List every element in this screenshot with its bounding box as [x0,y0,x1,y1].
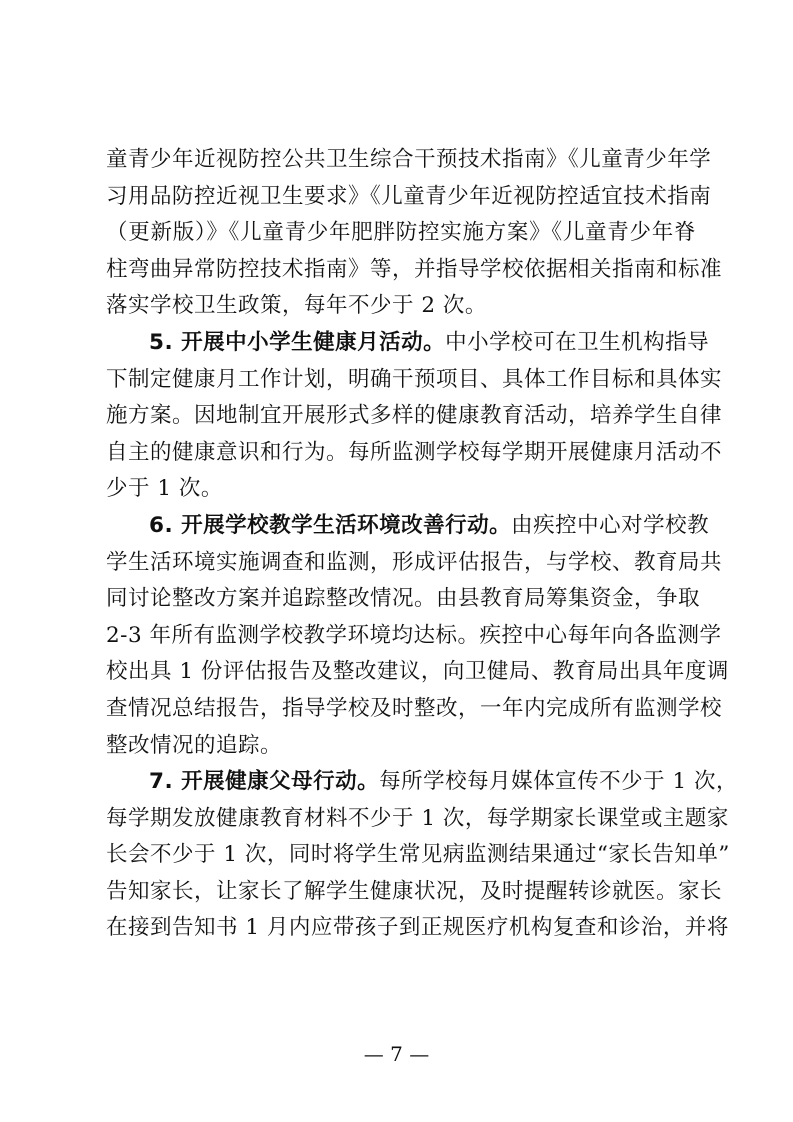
paragraph-line: 告知家长，让家长了解学生健康状况，及时提醒转诊就医。家长 [106,878,723,904]
paragraph-line: 2-3 年所有监测学校教学环境均达标。疾控中心每年向各监测学 [106,622,722,648]
paragraph-line: 学生活环境实施调查和监测，形成评估报告，与学校、教育局共 [106,549,723,575]
paragraph-line: 柱弯曲异常防控技术指南》等，并指导学校依据相关指南和标准 [106,256,723,282]
paragraph-line: 整改情况的追踪。 [106,732,283,758]
paragraph-line: （更新版）》《儿童青少年肥胖防控实施方案》《儿童青少年脊 [106,220,696,246]
item-6-heading: 6. 开展学校教学生活环境改善行动。 [149,512,512,538]
paragraph-line: 习用品防控近视卫生要求》《儿童青少年近视防控适宜技术指南 [106,183,712,209]
paragraph-line: 同讨论整改方案并追踪整改情况。由县教育局筹集资金，争取 [106,586,701,612]
item-7-heading: 7. 开展健康父母行动。 [149,769,380,795]
item-5-heading: 5. 开展中小学生健康月活动。 [149,329,446,355]
item-5-first-line [106,325,710,362]
paragraph-line: 落实学校卫生政策，每年不少于 2 次。 [106,293,487,319]
item-5-text: 中小学校可在卫生机构指导 [445,329,710,355]
item-6-first-line [106,508,710,545]
page-number: — 7 — [363,1042,430,1066]
paragraph-line: 在接到告知书 1 月内应带孩子到正规医疗机构复查和诊治，并将 [106,915,729,941]
paragraph-line: 查情况总结报告，指导学校及时整改，一年内完成所有监测学校 [106,695,723,721]
paragraph-line: 每学期发放健康教育材料不少于 1 次，每学期家长课堂或主题家 [106,805,729,831]
paragraph-line: 童青少年近视防控公共卫生综合干预技术指南》《儿童青少年学 [106,147,712,172]
item-7-first-line [106,764,738,801]
paragraph-line: 校出具 1 份评估报告及整改建议，向卫健局、教育局出具年度调 [106,659,729,685]
paragraph-line: 长会不少于 1 次，同时将学生常见病监测结果通过“家长告知单” [106,842,730,868]
paragraph-line: 下制定健康月工作计划，明确干预项目、具体工作目标和具体实 [106,366,723,392]
paragraph-line: 施方案。因地制宜开展形式多样的健康教育活动，培养学生自律 [106,403,723,429]
item-7-text: 每所学校每月媒体宣传不少于 1 次， [379,769,738,795]
item-6-text: 由疾控中心对学校教 [511,512,710,538]
body-text [106,142,738,947]
paragraph-line: 自主的健康意识和行为。每所监测学校每学期开展健康月活动不 [106,439,723,465]
paragraph-line: 少于 1 次。 [106,476,223,502]
